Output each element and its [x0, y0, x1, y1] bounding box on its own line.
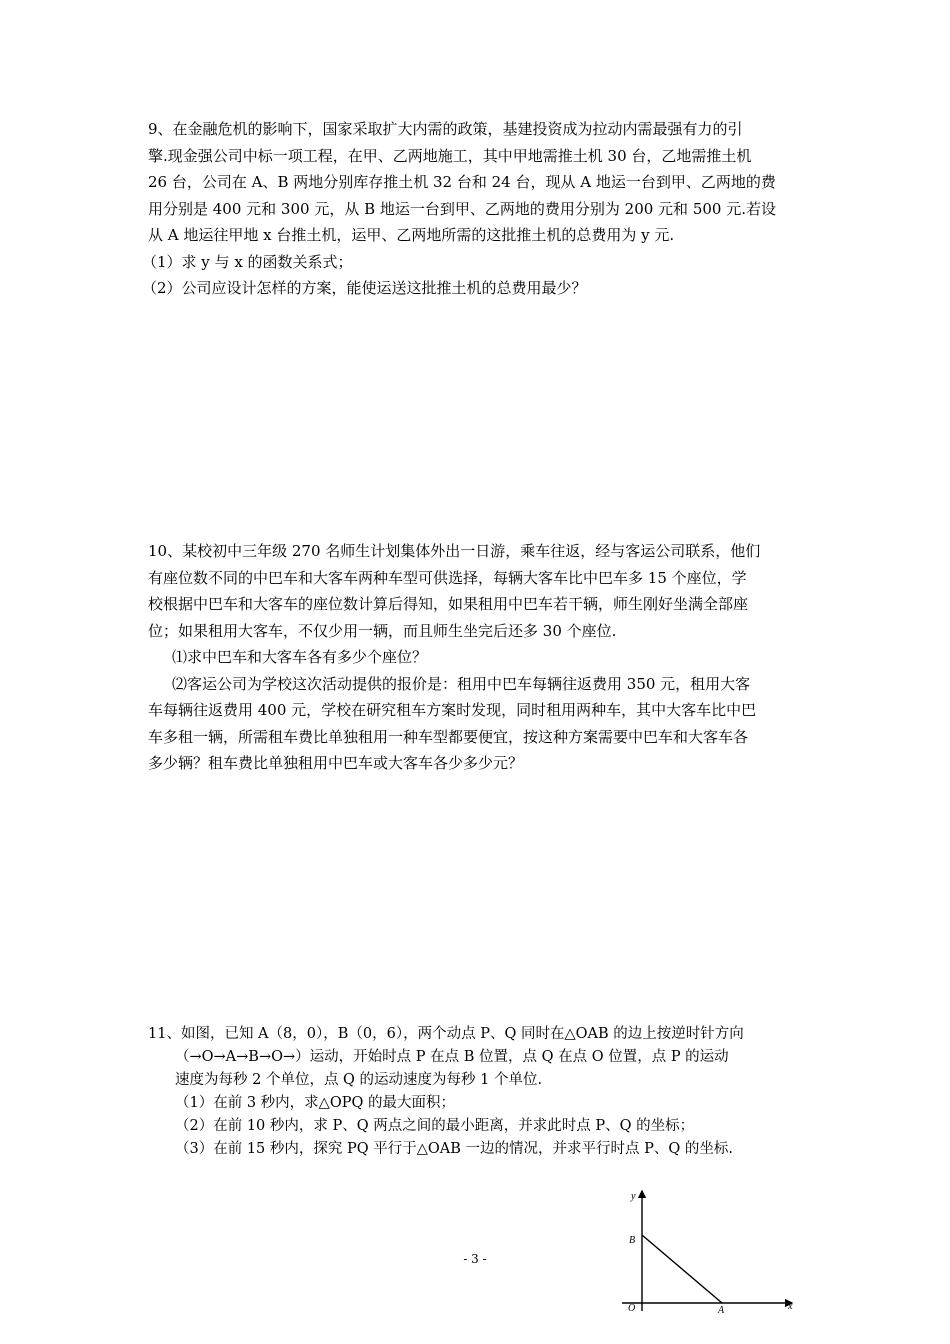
- q9-line: 擎.现金强公司中标一项工程，在甲、乙两地施工，其中甲地需推土机 30 台，乙地需推土机: [148, 146, 752, 165]
- q9-line: 26 台，公司在 A、B 两地分别库存推土机 32 台和 24 台，现从 A 地运一台到甲、乙两地的费: [148, 173, 776, 191]
- q11-subquestion-3: （3）在前 15 秒内，探究 PQ 平行于△OAB 一边的情况，并求平行时点 P、Q 的坐标.: [175, 1141, 733, 1157]
- question-9: [142, 116, 813, 302]
- segment-ab: [642, 1235, 722, 1303]
- page-number: - 3 -: [463, 1252, 487, 1266]
- point-a-label: A: [718, 1305, 725, 1316]
- q9-line: 9、在金融危机的影响下，国家采取扩大内需的政策，基建投资成为拉动内需最强有力的引: [148, 120, 743, 138]
- q10-line: 车每辆往返费用 400 元，学校在研究租车方案时发现，同时租用两种车，其中大客车比中巴: [148, 701, 757, 719]
- q11-line: 11、如图，已知 A（8，0），B（0，6），两个动点 P、Q 同时在△OAB 的边上按逆时针方向: [148, 1026, 744, 1042]
- question-10: [148, 538, 813, 777]
- q9-line: 从 A 地运往甲地 x 台推土机，运甲、乙两地所需的这批推土机的总费用为 y 元.: [148, 226, 675, 244]
- q11-subquestion-2: （2）在前 10 秒内，求 P、Q 两点之间的最小距离，并求此时点 P、Q 的坐标；: [175, 1118, 695, 1134]
- q11-line: （→O→A→B→O→）运动，开始时点 P 在点 B 位置，点 Q 在点 O 位置，点 P 的运动: [175, 1049, 729, 1065]
- q10-subquestion-2: ⑵客运公司为学校这次活动提供的报价是：租用中巴车每辆往返费用 350 元，租用大客: [172, 674, 751, 693]
- x-axis-label: x: [788, 1301, 793, 1312]
- q10-line: 位；如果租用大客车，不仅少用一辆，而且师生坐完后还多 30 个座位.: [148, 621, 617, 640]
- q11-subquestion-1: （1）在前 3 秒内，求△OPQ 的最大面积；: [175, 1095, 455, 1111]
- q10-line: 多少辆？租车费比单独租用中巴车或大客车各少多少元？: [148, 754, 524, 772]
- q10-subquestion-1: ⑴求中巴车和大客车各有多少个座位？: [172, 648, 428, 666]
- q9-subquestion-2: （2）公司应设计怎样的方案，能使运送这批推土机的总费用最少？: [142, 279, 587, 297]
- q11-line: 速度为每秒 2 个单位，点 Q 的运动速度为每秒 1 个单位.: [175, 1072, 543, 1088]
- q10-line: 车多租一辆，所需租车费比单独租用一种车型都要便宜，按这种方案需要中巴车和大客车各: [148, 727, 749, 746]
- point-b-label: B: [629, 1235, 636, 1246]
- q10-line: 有座位数不同的中巴车和大客车两种车型可供选择，每辆大客车比中巴车多 15 个座位，学: [148, 568, 747, 587]
- y-axis-label: y: [631, 1191, 636, 1202]
- q9-subquestion-1: （1）求 y 与 x 的函数关系式；: [142, 252, 353, 271]
- q10-line: 10、某校初中三年级 270 名师生计划集体外出一日游，乘车往返，经与客运公司联系，他们: [148, 542, 761, 560]
- q9-line: 用分别是 400 元和 300 元，从 B 地运一台到甲、乙两地的费用分别为 200 元和 500 元.若设: [148, 199, 776, 218]
- question-11: [148, 1023, 818, 1161]
- point-o-label: O: [628, 1303, 636, 1314]
- q10-line: 校根据中巴车和大客车的座位数计算后得知，如果租用中巴车若干辆，师生刚好坐满全部座: [148, 595, 749, 613]
